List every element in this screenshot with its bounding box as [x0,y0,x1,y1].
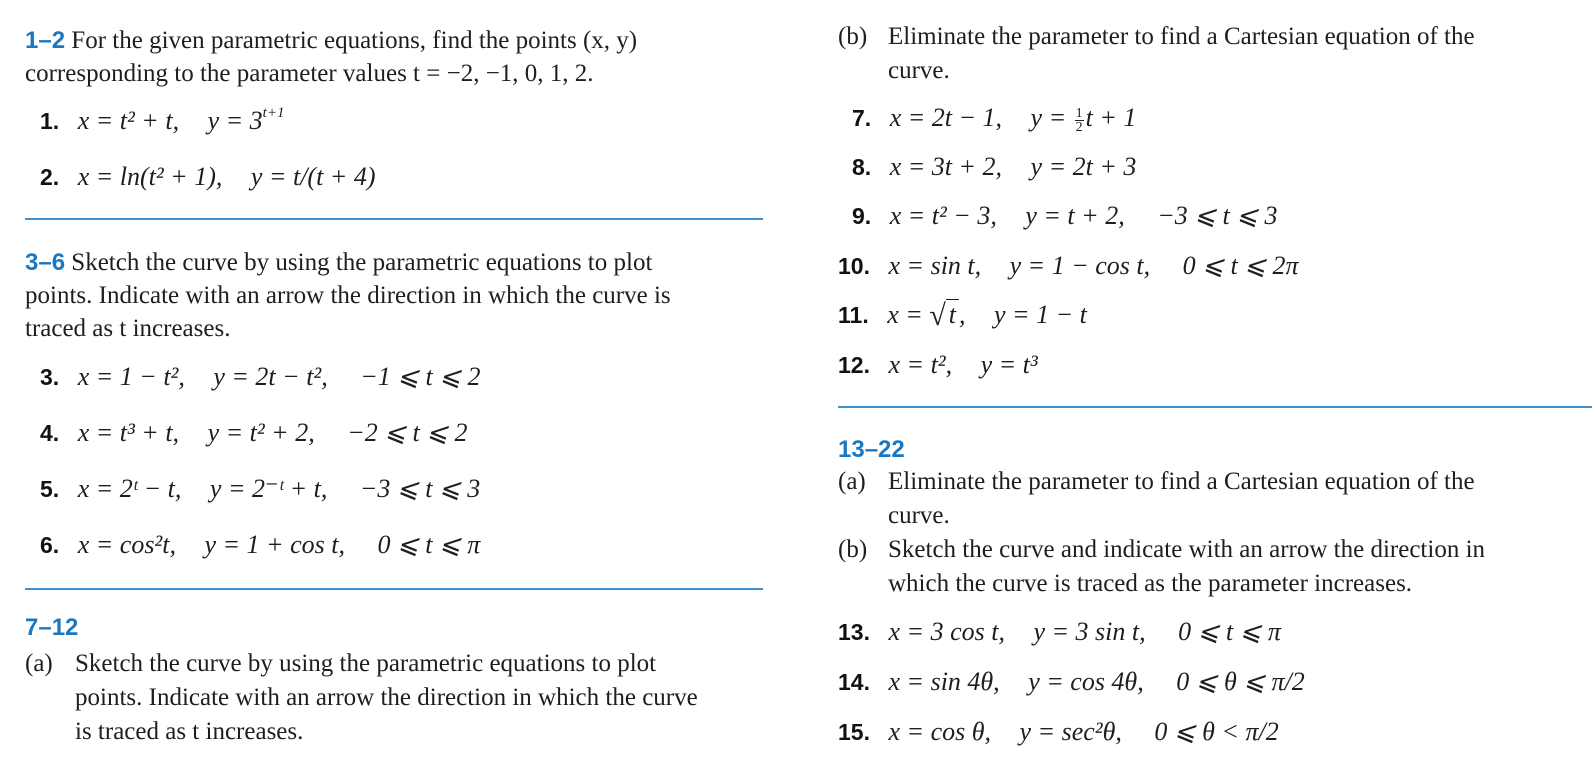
intro-line: For the given parametric equations, find the points (x, y) [71,27,638,54]
exercise-14 [838,667,1305,697]
exercise-number: 15. [838,719,870,745]
exercise-number: 3. [40,364,60,390]
eq-y: y = 2t + 3 [1030,152,1137,181]
part-a [838,465,1475,533]
section-range: 13–22 [838,436,905,463]
eq-range: 0 ⩽ t ⩽ 2π [1182,251,1299,280]
exercise-10 [838,251,1298,281]
eq-y: y = sec²θ, [1019,717,1122,746]
eq-x: x = ln(t² + 1), [77,162,223,191]
eq-x: x = 3 cos t, [888,617,1005,646]
part-label: (b) [838,536,868,563]
eq-range: 0 ⩽ θ < π/2 [1154,717,1279,746]
eq-x: x = t³ + t, [77,418,180,447]
exercise-number: 1. [40,108,60,134]
exercise-number: 11. [838,302,869,328]
exercise-6 [40,530,480,560]
eq-x: x = sin 4θ, [888,667,1000,696]
eq-range: −1 ⩽ t ⩽ 2 [360,362,481,391]
eq-x: x = t², [888,350,953,379]
part-line: Sketch the curve by using the parametric equations to plot [75,650,657,677]
exercise-number: 14. [838,669,870,695]
eq-x-rhs: t² + t, [119,106,180,135]
radicand: t [946,299,959,329]
section-divider [25,588,763,590]
part-a [25,647,698,749]
part-line: Sketch the curve and indicate with an arrow the direction in [888,536,1486,563]
exercise-number: 7. [852,105,872,131]
exercise-number: 10. [838,253,870,279]
exercise-7 [852,103,1136,134]
eq-y: y = 2t − t², [213,362,328,391]
exercise-4 [40,418,468,448]
eq-y-rhs: t + 1 [1085,103,1137,132]
section-divider [838,406,1592,408]
eq-y: y = 1 − cos t, [1009,251,1151,280]
exercise-8 [852,152,1136,182]
exercise-number: 13. [838,619,870,645]
fraction [1075,107,1084,134]
section-range: 3–6 [25,249,66,276]
section-divider [25,218,763,220]
part-line: which the curve is traced as the parameter increases. [888,570,1413,597]
intro-line: Sketch the curve by using the parametric equations to plot [71,249,653,276]
part-line: is traced as t increases. [75,718,304,745]
part-line: curve. [888,57,950,84]
exercise-number: 8. [852,154,872,180]
eq-x: x = cos θ, [888,717,991,746]
eq-range: 0 ⩽ θ ⩽ π/2 [1176,667,1305,696]
eq-range: 0 ⩽ t ⩽ π [1178,617,1281,646]
exercise-number: 5. [40,476,60,502]
part-line: points. Indicate with an arrow the direction in which the curve [75,684,698,711]
eq-y: y = t² + 2, [207,418,315,447]
exercise-number: 9. [852,203,872,229]
section-1-2-intro [25,24,637,90]
section-range: 1–2 [25,27,66,54]
part-line: Eliminate the parameter to find a Cartesian equation of the [888,468,1475,495]
exercise-9 [852,201,1278,231]
part-line: curve. [888,502,950,529]
eq-y: y = 1 + cos t, [204,530,345,559]
exercise-1 [40,106,284,136]
eq-x-lhs: x = [887,300,930,329]
eq-x: x = t² − 3, [889,201,997,230]
exercise-number: 12. [838,352,870,378]
eq-range: 0 ⩽ t ⩽ π [377,530,481,559]
eq-y-lhs: y = 3 [207,106,263,135]
eq-range: −2 ⩽ t ⩽ 2 [347,418,468,447]
eq-x: x = sin t, [888,251,982,280]
eq-y-exponent: t+1 [262,105,285,121]
eq-y: y = 1 − t [994,300,1087,329]
intro-line: points. Indicate with an arrow the direction in which the curve is [25,282,671,309]
exercise-13 [838,617,1281,647]
part-line: Eliminate the parameter to find a Cartesian equation of the [888,23,1475,50]
eq-y: y = t/(t + 4) [250,162,376,191]
section-range: 7–12 [25,614,79,641]
eq-x: x = 2ᵗ − t, [77,474,182,503]
part-b [838,533,1485,601]
fraction-denominator: 2 [1075,119,1083,135]
eq-y: y = cos 4θ, [1028,667,1144,696]
eq-y: y = t + 2, [1025,201,1125,230]
eq-y: y = 2⁻ᵗ + t, [209,474,328,503]
exercise-5 [40,474,480,504]
fraction-numerator: 1 [1075,105,1083,121]
eq-x: x = 3t + 2, [889,152,1003,181]
eq-y: y = t³ [980,350,1038,379]
exercise-number: 2. [40,164,60,190]
exercise-12 [838,350,1038,380]
eq-y-lhs: y = [1030,103,1073,132]
eq-x-lhs: x = [77,106,120,135]
intro-line: traced as t increases. [25,315,231,342]
eq-x: x = 1 − t², [77,362,185,391]
exercise-number: 6. [40,532,60,558]
exercise-15 [838,717,1279,747]
intro-line: corresponding to the parameter values t = −2, −1, 0, 1, 2. [25,60,594,87]
eq-range: −3 ⩽ t ⩽ 3 [359,474,481,503]
eq-x: x = 2t − 1, [889,103,1003,132]
square-root [929,300,959,331]
exercise-number: 4. [40,420,60,446]
part-b [838,20,1475,88]
section-3-6-intro [25,246,671,345]
eq-x-comma: , [959,300,966,329]
part-label: (b) [838,23,868,50]
exercise-2 [40,162,376,192]
eq-range: −3 ⩽ t ⩽ 3 [1157,201,1278,230]
radical-sign: √ [929,299,946,332]
part-label: (a) [25,650,53,677]
exercise-11 [838,300,1087,331]
eq-x: x = cos²t, [77,530,176,559]
eq-y: y = 3 sin t, [1033,617,1146,646]
exercise-3 [40,362,481,392]
part-label: (a) [838,468,866,495]
